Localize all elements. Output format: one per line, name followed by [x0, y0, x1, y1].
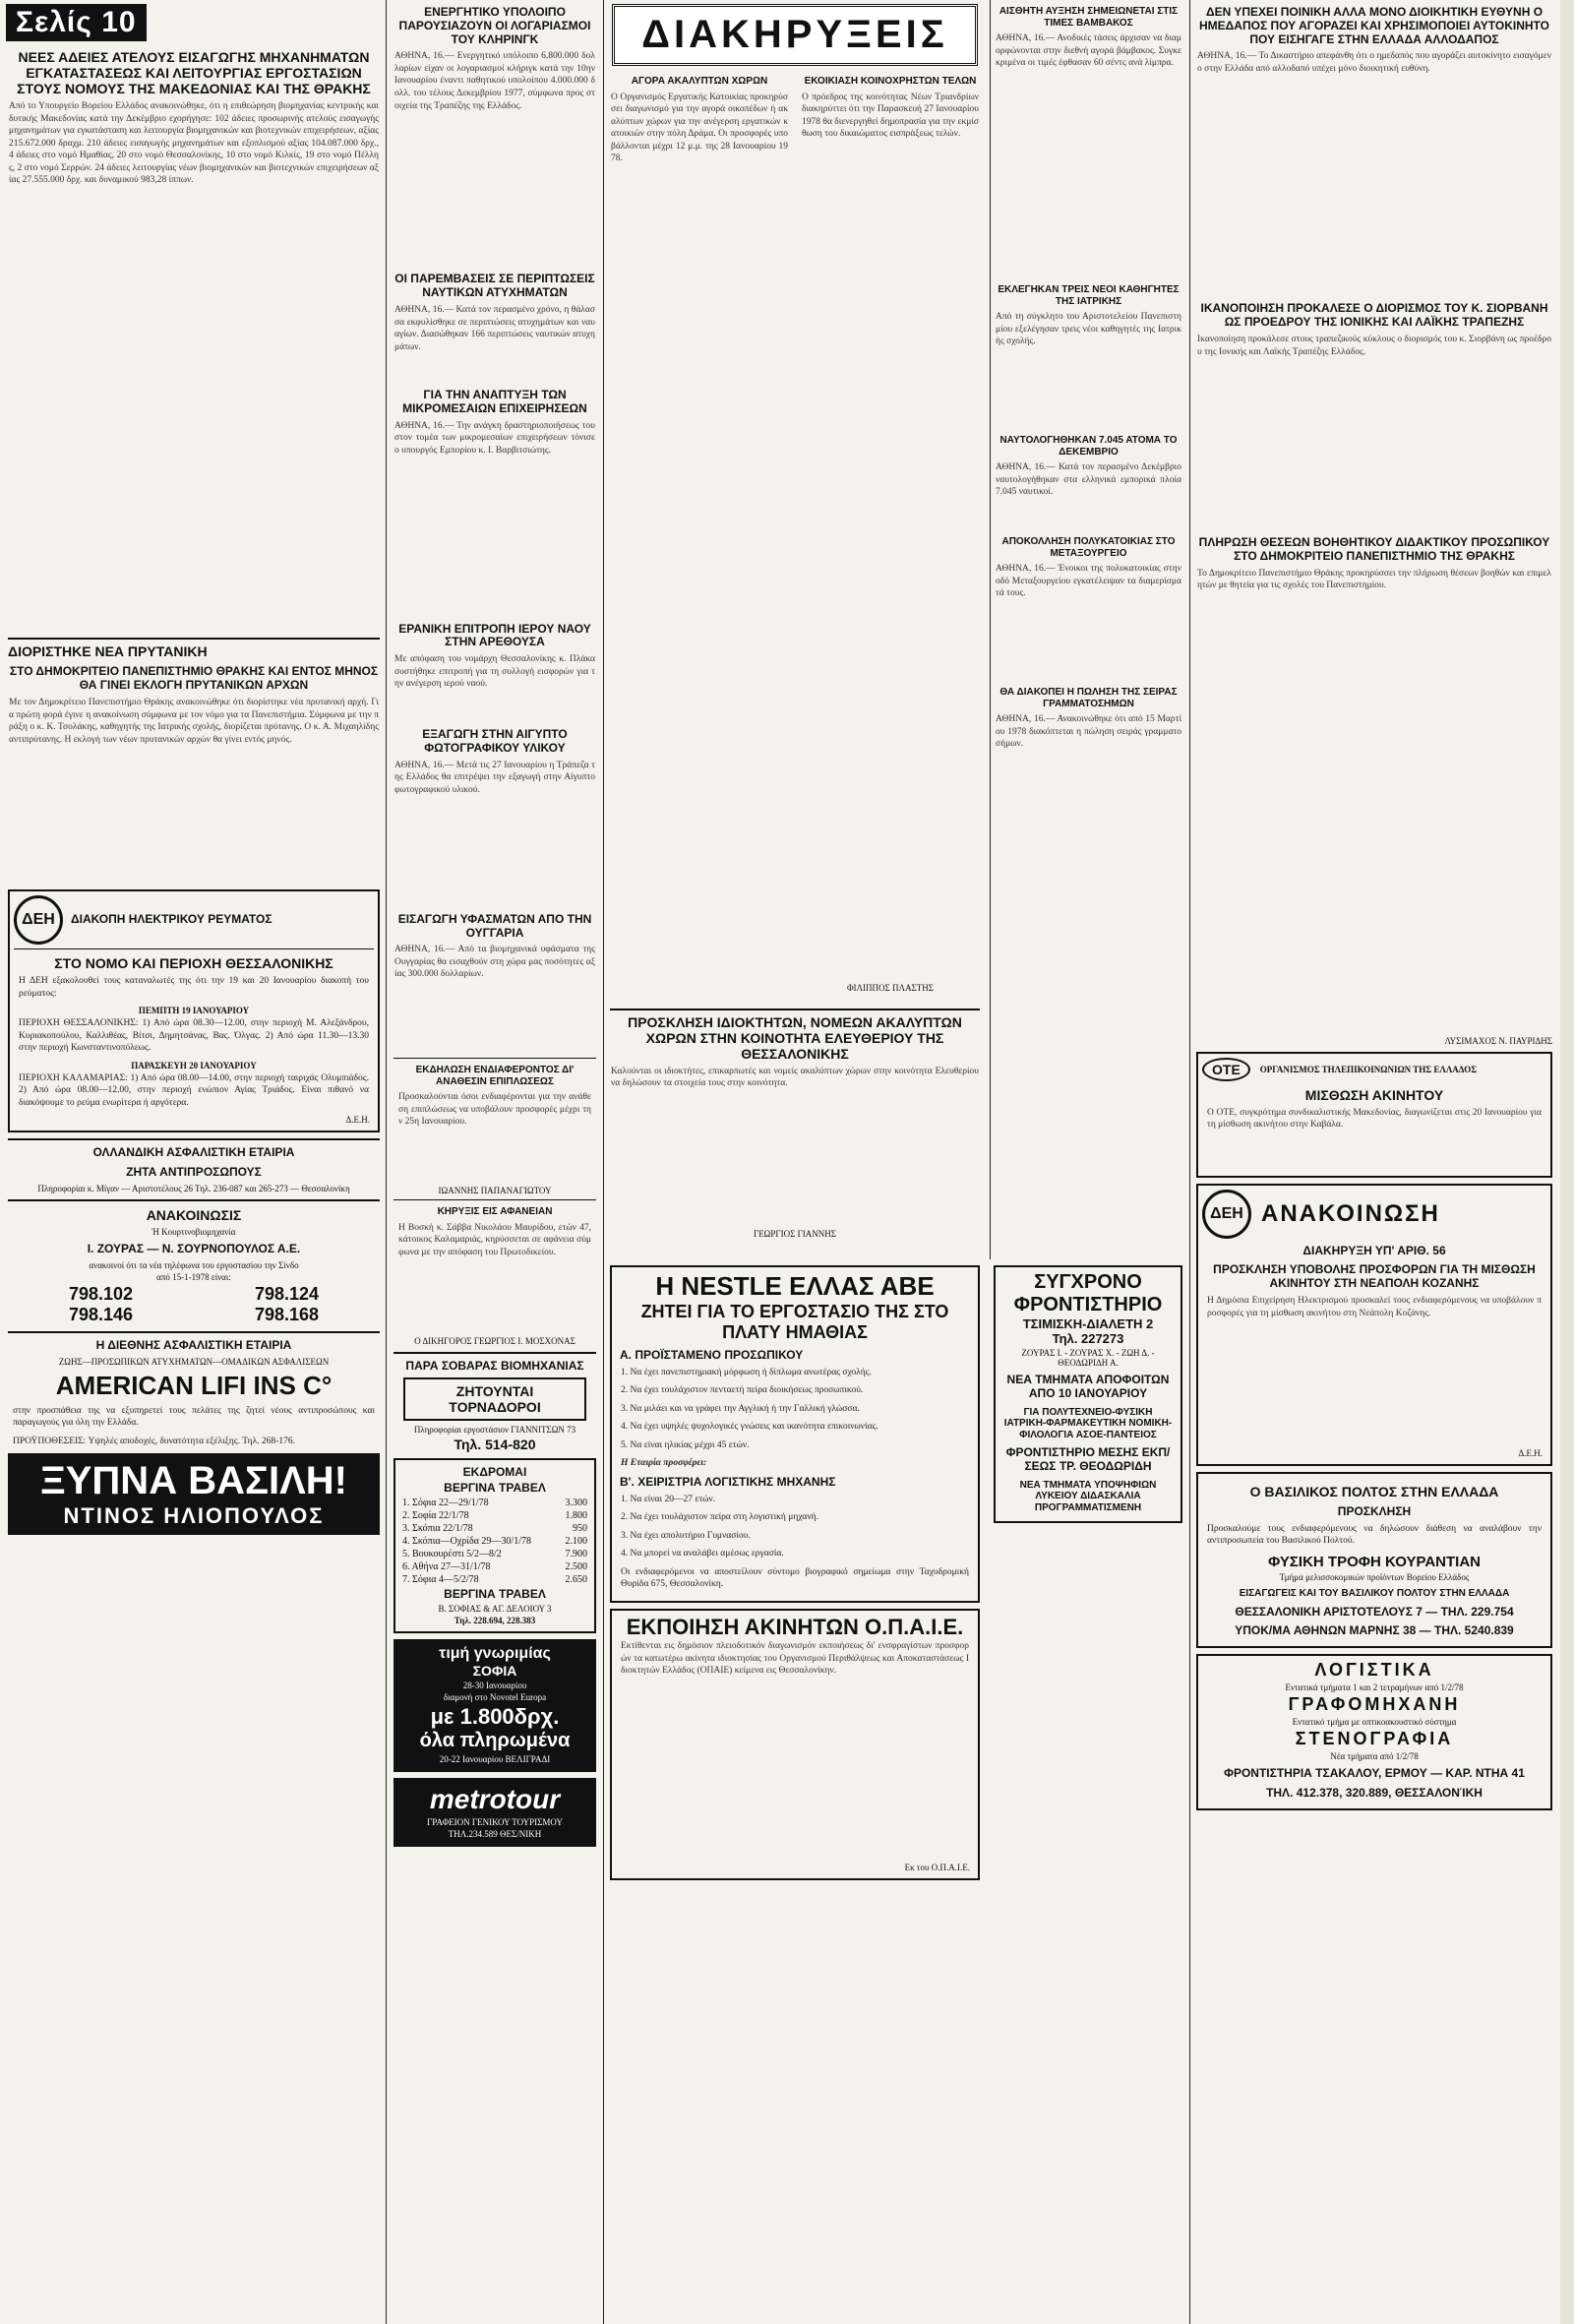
ad-all: όλα πληρωμένα — [419, 1730, 571, 1752]
ad-line: Ή Κουρτινοβιομηχανία — [151, 1227, 236, 1237]
ad-sub: ΠΡΟΣΚΛΗΣΗ — [1337, 1504, 1412, 1519]
article-title: ΕΡΑΝΙΚΗ ΕΠΙΤΡΟΠΗ ΙΕΡΟΥ ΝΑΟΥ ΣΤΗΝ ΑΡΕΘΟΥΣΑ — [398, 621, 591, 649]
ad-org: ΟΡΓΑΝΙΣΜΟΣ ΤΗΛΕΠΙΚΟΙΝΩΝΙΩΝ ΤΗΣ ΕΛΛΑΔΟΣ — [1259, 1064, 1478, 1074]
ad-line: ανακοινοί ότι τα νέα τηλέφωνα του εργοστασίου την Σίνδο — [89, 1259, 299, 1270]
ad-brand: Η NESTLE ΕΛΛΑΣ ΑΒΕ — [655, 1271, 935, 1301]
ad-address: Β. ΣΟΦΙΑΣ & ΑΓ. ΔΕΛΟΙΟΥ 3 — [438, 1604, 552, 1615]
trip-dest: 4. Σκόπια—Οχρίδα 29—30/1/78 — [402, 1536, 531, 1548]
ad-hotel: διαμονή στο Novotel Europa — [443, 1692, 547, 1703]
ad-phone: Τηλ. 227273 — [1052, 1331, 1124, 1346]
sub-col — [797, 70, 984, 1003]
ad-phone: Τηλ. 228.694, 228.383 — [454, 1616, 536, 1626]
article-body: ΑΘΗΝΑ, 16.— Κατά τον περασμένο χρόνο, η θάλασσα εκφυλίσθηκε σε περιπτώσεις ατυχημάτων και ναυαγίων. Διασώθηκαν 166 περιπτώσεις ναυτικών ατυχημάτων. — [394, 304, 595, 352]
section-banner: ΔΙΑΚΗΡΥΞΕΙΣ — [612, 4, 978, 66]
ad-names: ΖΟΥΡΑΣ Ι. - ΖΟΥΡΑΣ Χ. - ΖΩΗ Δ. - ΘΕΟΔΩΡΙΔΗ Α. — [1021, 1348, 1155, 1368]
ad-company: ΒΕΡΓΙΝΑ ΤΡΑΒΕΛ — [444, 1587, 546, 1602]
ad-school: ΦΡΟΝΤΙΣΤΗΡΙΟ ΜΕΣΗΣ ΕΚΠ/ΣΕΩΣ ΤΡ. ΘΕΟΔΩΡΙΔΗ — [1005, 1445, 1171, 1473]
notice-sign: Ο ΔΙΚΗΓΟΡΟΣ ΓΕΩΡΓΙΟΣ Ι. ΜΟΣΧΟΝΑΣ — [414, 1335, 575, 1346]
requirement: 1. Να είναι 20—27 ετών. — [621, 1494, 716, 1504]
table-row — [399, 1560, 590, 1573]
ote-logo: ΟΤΕ — [1202, 1058, 1250, 1081]
ad-phone: ΤΗΛ.234.589 ΘΕΣ/ΝΙΚΗ — [448, 1829, 542, 1840]
ad-contact: Πληροφορίαι κ. Μίγαν — Αριστοτέλους 26 Τηλ. 236-087 και 265-273 — Θεσσαλονίκη — [37, 1183, 350, 1193]
article-sign: ΛΥΣΙΜΑΧΟΣ Ν. ΠΑΥΡΙΔΗΣ — [1444, 1035, 1552, 1046]
article-title: ΕΚΛΕΓΗΚΑΝ ΤΡΕΙΣ ΝΕΟΙ ΚΑΘΗΓΗΤΕΣ ΤΗΣ ΙΑΤΡΙΚΗΣ — [998, 284, 1180, 307]
article-sign: ΦΙΛΙΠΠΟΣ ΠΛΑΣΤΗΣ — [846, 982, 935, 993]
ad-price: με 1.800δρχ. — [430, 1704, 560, 1730]
ad-athens: ΥΠΟΚ/ΜΑ ΑΘΗΝΩΝ ΜΑΡΝΗΣ 38 — ΤΗΛ. 5240.839 — [1235, 1623, 1514, 1638]
phone-number: 798.102 — [68, 1283, 134, 1304]
ad-dutch-insurance — [8, 1138, 380, 1193]
course-sub: Εντατικά τμήματα 1 και 2 τετραμήνων από 1/2/78 — [1285, 1682, 1464, 1693]
bottom-block — [606, 1259, 1186, 1886]
notice-title: ΚΗΡΥΞΙΣ ΕΙΣ ΑΦΑΝΕΙΑΝ — [437, 1206, 553, 1218]
ad-prereq: ΠΡΟΫΠΟΘΕΣΕΙΣ: Υψηλές αποδοχές, δυνατότητα εξέλιξης. Τηλ. 268-176. — [13, 1436, 296, 1446]
ad-company: Ι. ΖΟΥΡΑΣ — Ν. ΣΟΥΡΝΟΠΟΥΛΟΣ Α.Ε. — [87, 1242, 301, 1255]
article-sign: ΓΕΩΡΓΙΟΣ ΓΙΑΝΝΗΣ — [753, 1228, 837, 1239]
trip-dest: 3. Σκόπια 22/1/78 — [402, 1523, 473, 1535]
article-title: ΑΙΣΘΗΤΗ ΑΥΞΗΣΗ ΣΗΜΕΙΩΝΕΤΑΙ ΣΤΙΣ ΤΙΜΕΣ ΒΑΜΒΑΚΟΣ — [999, 6, 1179, 29]
position-title: Α. ΠΡΟΪΣΤΑΜΕΝΟ ΠΡΟΣΩΠΙΚΟΥ — [620, 1348, 804, 1362]
ad-body: Εκτίθενται εις δημόσιον πλειοδοτικόν διαγωνισμόν εκποιήσεως δι' ενσφραγίστων προσφορών τα κατωτέρω ακίνητα ιδιοκτησίας του Οργανισμού Περιθάλψεως και Αποκαταστάσεως Ιδιοκτητών Ελλάδος (ΟΠΑΙΕ) κείμενα εις Θεσσαλονίκην. — [621, 1640, 969, 1677]
table-row — [399, 1509, 590, 1522]
ad-phone: Τηλ. 514-820 — [454, 1436, 536, 1452]
ad-title: Ο ΒΑΣΙΛΙΚΟΣ ΠΟΛΤΟΣ ΣΤΗΝ ΕΛΛΑΔΑ — [1249, 1484, 1499, 1500]
right-sub — [990, 0, 1186, 1259]
article-body: ΑΘΗΝΑ, 16.— Ένοικοι της πολυκατοικίας στην οδό Μεταξουργείου εγκατέλειψαν τα διαμερίσματά τους. — [996, 564, 1184, 599]
ad-footer: ΦΡΟΝΤΙΣΤΗΡΙΑ ΤΣΑΚΑΛΟΥ, ΕΡΜΟΥ — ΚΑΡ. ΝΤΗΑ 41 — [1224, 1766, 1525, 1781]
ad-extra: 20-22 Ιανουαρίου ΒΕΛΙΓΡΑΔΙ — [439, 1754, 551, 1765]
trip-price: 2.100 — [565, 1536, 587, 1548]
trip-dest: 7. Σόφια 4—5/2/78 — [402, 1574, 479, 1586]
article-title: ΠΡΟΣΚΛΗΣΗ ΙΔΙΟΚΤΗΤΩΝ, ΝΟΜΕΩΝ ΑΚΑΛΥΠΤΩΝ ΧΩΡΩΝ ΣΤΗΝ ΚΟΙΝΟΤΗΤΑ ΕΛΕΥΘΕΡΙΟΥ ΤΗΣ ΘΕΣΣΑΛΟΝΙΚΗΣ — [610, 1009, 980, 1062]
ad-contact: ΕΙΣΑΓΩΓΕΙΣ ΚΑΙ ΤΟΥ ΒΑΣΙΛΙΚΟΥ ΠΟΛΤΟΥ ΣΤΗΝ ΕΛΛΑΔΑ — [1239, 1588, 1510, 1600]
article-body: ΑΘΗΝΑ, 16.— Ανακοινώθηκε ότι από 15 Μαρτίου 1978 διακόπτεται η πώληση σειράς γραμματοσήμων. — [996, 714, 1181, 750]
ad-contact: Πληροφορίαι εργοστάσιον ΓΙΑΝΝΙΤΣΩΝ 73 — [413, 1424, 576, 1435]
trip-price: 3.300 — [565, 1498, 587, 1509]
ad-address: ΤΣΙΜΙΣΚΗ-ΔΙΑΛΕΤΗ 2 — [1022, 1316, 1154, 1331]
column-1 — [4, 0, 384, 2324]
ad-sub: ΖΗΤΕΙ ΓΙΑ ΤΟ ΕΡΓΟΣΤΑΣΙΟ ΤΗΣ ΣΤΟ ΠΛΑΤΥ ΗΜΑΘΙΑΣ — [640, 1302, 949, 1342]
article-title: ΘΑ ΔΙΑΚΟΠΕΙ Η ΠΩΛΗΣΗ ΤΗΣ ΣΕΙΡΑΣ ΓΡΑΜΜΑΤΟΣΗΜΩΝ — [999, 687, 1178, 709]
article-title: ΠΛΗΡΩΣΗ ΘΕΣΕΩΝ ΒΟΗΘΗΤΙΚΟΥ ΔΙΔΑΚΤΙΚΟΥ ΠΡΟΣΩΠΙΚΟΥ ΣΤΟ ΔΗΜΟΚΡΙΤΕΙΟ ΠΑΝΕΠΙΣΤΗΜΙΟ ΤΗΣ ΘΡΑΚΗΣ — [1198, 534, 1550, 563]
requirement: 2. Να έχει τουλάχιστον πείρα στη λογιστική μηχανή. — [621, 1512, 818, 1523]
article-title: ΙΚΑΝΟΠΟΙΗΣΗ ΠΡΟΚΑΛΕΣΕ Ο ΔΙΟΡΙΣΜΟΣ ΤΟΥ Κ. ΣΙΟΡΒΑΝΗ ΩΣ ΠΡΟΕΔΡΟΥ ΤΗΣ ΙΟΝΙΚΗΣ ΚΑΙ ΛΑΪΚΗΣ ΤΡΑΠΕΖΗΣ — [1200, 301, 1548, 330]
column-rule — [1189, 0, 1190, 2324]
article-body: ΑΘΗΝΑ, 16.— Μετά τις 27 Ιανουαρίου η Τράπεζα της Ελλάδος θα επιτρέψει την εξαγωγή στην Αίγυπτο φωτογραφικού υλικού. — [394, 760, 598, 795]
notice-day-body: ΠΕΡΙΟΧΗ ΚΑΛΑΜΑΡΙΑΣ: 1) Από ώρα 08.00—14.00, στην περιοχή ταιριχάς Ολυμπιάδος. 2) Από ώρα 08.00—12.00, στην περιοχή ενώπιον Αγίας Τριάδος. Είναι πιθανό να διακόψουμε το ρεύμα ενωρίτερα ή αργότερα. — [19, 1072, 369, 1108]
ad-sub: ΠΡΟΣΚΛΗΣΗ ΥΠΟΒΟΛΗΣ ΠΡΟΣΦΟΡΩΝ ΓΙΑ ΤΗ ΜΙΣΘΩΣΗ ΑΚΙΝΗΤΟΥ ΣΤΗ ΝΕΑΠΟΛΗ ΚΟΖΑΝΗΣ — [1213, 1262, 1536, 1291]
notice-sign: ΙΩΑΝΝΗΣ ΠΑΠΑΝΑΓΙΩΤΟΥ — [438, 1186, 552, 1196]
article-body: Το Δημοκρίτειο Πανεπιστήμιο Θράκης προκηρύσσει την πλήρωση θέσεων βοηθών και επιμελητών με θητεία για τις σχολές του Πανεπιστημίου. — [1197, 568, 1551, 591]
trip-price: 7.900 — [565, 1549, 587, 1560]
ad-body: Ο ΟΤΕ, συγκρότημα συνδικαλιστικής Μακεδονίας, διαγωνίζεται στις 20 Ιανουαρίου για τη μίσθωση ακινήτου στην Καβάλα. — [1207, 1107, 1544, 1131]
article-title: ΕΝΕΡΓΗΤΙΚΟ ΥΠΟΛΟΙΠΟ ΠΑΡΟΥΣΙΑΖΟΥΝ ΟΙ ΛΟΓΑΡΙΑΣΜΟΙ ΤΟΥ ΚΛΗΡΙΝΓΚ — [398, 5, 591, 46]
article-body: Με απόφαση του νομάρχη Θεσσαλονίκης κ. Πλάκα συστήθηκε επιτροπή για τη συλλογή εισφορών για την ανέγερση ιερού ναού. — [394, 654, 598, 690]
book-author: ΝΤΙΝΟΣ ΗΛΙΟΠΟΥΛΟΣ — [63, 1503, 325, 1529]
column-3 — [606, 0, 1186, 2324]
ad-tornador — [394, 1352, 596, 1452]
ad-tutor — [994, 1265, 1182, 1523]
article-body: Από τη σύγκλητο του Αριστοτελείου Πανεπιστημίου εξελέγησαν τρεις νέοι καθηγητές της Ιατρικής σχολής. — [996, 312, 1181, 347]
notice-body: Προσκαλούνται όσοι ενδιαφέρονται για την ανάθεση επιπλώσεως να υποβάλουν προσφορές μέχρι την 25η Ιανουαρίου. — [398, 1092, 591, 1128]
course-title: ΓΡΑΦΟΜΗΧΑΝΗ — [1288, 1694, 1461, 1715]
ad-tsakalou — [1196, 1654, 1552, 1810]
table-row — [399, 1522, 590, 1535]
trip-price: 2.500 — [565, 1561, 587, 1573]
notice-day: ΠΕΜΠΤΗ 19 ΙΑΝΟΥΑΡΙΟΥ — [138, 1006, 250, 1016]
ad-title: ΜΙΣΘΩΣΗ ΑΚΙΝΗΤΟΥ — [1304, 1086, 1444, 1103]
ad-opaie — [610, 1609, 980, 1880]
top-block — [606, 0, 1186, 1259]
adjacent-page-edge — [1560, 0, 1574, 2324]
trip-dest: 1. Σόφια 22—29/1/78 — [402, 1498, 489, 1509]
ad-title: ΣΥΓΧΡΟΝΟ ΦΡΟΝΤΙΣΤΗΡΙΟ — [1013, 1271, 1163, 1315]
right-sub — [990, 1259, 1186, 1886]
article-body: ΑΘΗΝΑ, 16.— Από τα βιομηχανικά υφάσματα της Ουγγαρίας θα εισαχθούν στη χώρα μας ποσότητες αξίας 300.000 δολλαρίων. — [394, 945, 598, 980]
column-4 — [1192, 0, 1556, 2324]
ad-title: Η ΔΙΕΘΝΗΣ ΑΣΦΑΛΙΣΤΙΚΗ ΕΤΑΙΡΙΑ — [95, 1337, 292, 1352]
trip-dest: 6. Αθήνα 27—31/1/78 — [402, 1561, 491, 1573]
course-title: ΣΤΕΝΟΓΡΑΦΙΑ — [1295, 1729, 1454, 1749]
ad-title: ΑΝΑΚΟΙΝΩΣΙΣ — [146, 1206, 242, 1223]
article-body: ΑΘΗΝΑ, 16.— Ενεργητικό υπόλοιπο 6.800.000 δολλαρίων είχαν οι λογαριασμοί κλήριγκ κατά την 10ην Ιανουαρίου έναντι παθητικού υπολοίπου 4.000.000 δολλ. του τέλους Δεκεμβρίου 1977, σύμφωνα προς στοιχεία της Τραπέζης της Ελλάδος. — [394, 51, 598, 111]
article-body: ΑΘΗΝΑ, 16.— Κατά τον περασμένο Δεκέμβριο ναυτολογήθηκαν στα ελληνικά εμπορικά πλοία 7.045 ναυτικοί. — [996, 462, 1184, 498]
course-sub: Εντατικό τμήμα με οπτικοακουστικό σύστημα — [1292, 1717, 1457, 1728]
trip-dest: 5. Βουκουρέστι 5/2—8/2 — [402, 1549, 502, 1560]
ad-courses: ΓΙΑ ΠΟΛΥΤΕΧΝΕΙΟ-ΦΥΣΙΚΗ ΙΑΤΡΙΚΗ-ΦΑΡΜΑΚΕΥΤΙΚΗ ΝΟΜΙΚΗ-ΦΙΛΟΛΟΓΙΑ ΑΣΟΕ-ΠΑΝΤΕΙΟΣ — [1003, 1406, 1173, 1440]
article-title: ΕΚΟΙΚΙΑΣΗ ΚΟΙΝΟΧΡΗΣΤΩΝ ΤΕΛΩΝ — [804, 76, 977, 87]
ad-brand: AMERICAN LIFI INS C° — [55, 1370, 333, 1400]
ad-dept: Τμήμα μελισσοκομικών προϊόντων Βορείου Ελλάδος — [1279, 1572, 1470, 1583]
article-body: Ο πρόεδρος της κοινότητας Νέων Τριανδρίων διακηρύττει ότι την Παρασκευή 27 Ιανουαρίου 1978 θα διενεργηθεί δημοπρασία για την εκμίσθωση του δικαιώματος εισπράξεως τελών. — [802, 92, 982, 140]
article-title: ΑΠΟΚΟΛΛΗΣΗ ΠΟΛΥΚΑΤΟΙΚΙΑΣ ΣΤΟ ΜΕΤΑΞΟΥΡΓΕΙΟ — [1001, 536, 1176, 559]
notice-block — [394, 1058, 596, 1195]
ad-title: ΕΚΠΟΙΗΣΗ ΑΚΙΝΗΤΩΝ Ο.Π.Α.Ι.Ε. — [626, 1614, 964, 1639]
ad-sections: ΝΕΑ ΤΜΗΜΑΤΑ ΑΠΟΦΟΙΤΩΝ ΑΠΟ 10 ΙΑΝΟΥΑΡΙΟΥ — [1006, 1373, 1170, 1400]
ad-metrotour — [394, 1778, 596, 1847]
column-2 — [390, 0, 600, 2324]
ad-ote — [1196, 1052, 1552, 1178]
table-row — [399, 1573, 590, 1586]
ad-book — [8, 1453, 380, 1535]
ad-line: τιμή γνωριμίας — [439, 1645, 551, 1663]
position-title: Β'. ΧΕΙΡΙΣΤΡΙΑ ΛΟΓΙΣΤΙΚΗΣ ΜΗΧΑΝΗΣ — [620, 1474, 836, 1489]
ad-nestle — [610, 1265, 980, 1603]
ad-royal-jelly — [1196, 1472, 1552, 1648]
trip-dest: 2. Σοφία 22/1/78 — [402, 1510, 469, 1522]
ad-body: στην προσπάθεια της να εξυπηρετεί τους πελάτες της ζητεί νέους αντιπροσώπους και παραγωγούς για όλη την Ελλάδα. — [13, 1405, 375, 1429]
article-body: ΑΘΗΝΑ, 16.— Ανοδικές τάσεις άρχισαν να διαμορφώνονται στην διεθνή αγορά βάμβακος. Συγκεκριμένα οι τιμές έφθασαν 60 σέντς ανά λίμπρα. — [996, 33, 1181, 69]
article-body: Καλούνται οι ιδιοκτήτες, επικαρπωτές και νομείς ακαλύπτων χώρων στην κοινότητα Ελευθερίου να δηλώσουν τα στοιχεία τους στην κοινότητα. — [611, 1066, 982, 1089]
notice-sign: Δ.Ε.Η. — [345, 1115, 370, 1126]
section-banner: Σελίς 10 — [6, 4, 147, 41]
requirement: 2. Να έχει τουλάχιστον πενταετή πείρα διοικήσεως προσωπικού. — [621, 1385, 864, 1396]
ad-city: ΣΟΦΙΑ — [472, 1663, 517, 1680]
phone-number: 798.146 — [68, 1304, 134, 1324]
table-row — [399, 1497, 590, 1509]
article-title: ΟΙ ΠΑΡΕΜΒΑΣΕΙΣ ΣΕ ΠΕΡΙΠΤΩΣΕΙΣ ΝΑΥΤΙΚΩΝ ΑΤΥΧΗΜΑΤΩΝ — [394, 272, 595, 300]
ad-num: ΔΙΑΚΗΡΥΞΗ ΥΠ' ΑΡΙΘ. 56 — [1302, 1243, 1446, 1257]
ad-title: ΟΛΛΑΝΔΙΚΗ ΑΣΦΑΛΙΣΤΙΚΗ ΕΤΑΙΡΙΑ — [92, 1145, 295, 1160]
ad-line: ΠΑΡΑ ΣΟΒΑΡΑΣ ΒΙΟΜΗΧΑΝΙΑΣ — [405, 1358, 584, 1373]
article-title: ΓΙΑ ΤΗΝ ΑΝΑΠΤΥΞΗ ΤΩΝ ΜΙΚΡΟΜΕΣΑΙΩΝ ΕΠΙΧΕΙΡΗΣΕΩΝ — [402, 387, 587, 415]
ad-new: ΝΕΑ ΤΜΗΜΑΤΑ ΥΠΟΨΗΦΙΩΝ ΛΥΚΕΙΟΥ ΔΙΔΑΣΚΑΛΙΑ ΠΡΟΓΡΑΜΜΑΤΙΣΜΕΝΗ — [1019, 1479, 1157, 1513]
left-sub — [606, 0, 984, 1259]
article-title: ΕΞΑΓΩΓΗ ΣΤΗΝ ΑΙΓΥΠΤΟ ΦΩΤΟΓΡΑΦΙΚΟΥ ΥΛΙΚΟΥ — [422, 727, 568, 755]
requirement: 4. Να μπορεί να αναλάβει αμέσως εργασία. — [621, 1549, 784, 1560]
deh-logo: ΔΕΗ — [14, 895, 63, 945]
left-sub — [606, 1259, 984, 1886]
ad-from: από 15-1-1978 είναι: — [156, 1271, 231, 1282]
phone-numbers — [8, 1284, 380, 1305]
ad-city: ΘΕΣΣΑΛΟΝΙΚΗ ΑΡΙΣΤΟΤΕΛΟΥΣ 7 — ΤΗΛ. 229.754 — [1235, 1604, 1514, 1619]
ad-phone-change — [8, 1199, 380, 1325]
article-body: Από το Υπουργείο Βορείου Ελλάδος ανακοινώθηκε, ότι η επιθεώρηση βιομηχανίας κεντρικής και δυτικής Μακεδονίας κατά την Δεκέμβριο εχορήγησε: 102 άδειες προσωρινής ατελούς εισαγωγής μηχανημάτων για εγκατάσταση και λειτουργία βιομηχανικών και βιοτεχνικών επιχειρήσεων, αξίας 215.672.000 δραχμ. 210 άδειες εισαγωγής μηχανημάτων και εξοπλισμού αξίας 104.087.000 δρχ., 4 άδειες στο νομό Ημαθίας, 20 στο νομό Θεσσαλονίκης, 10 στο νομό Κιλκίς, 19 στο νομό Πέλλης, 2 στο νομό Σερρών. 24 άδειες λειτουργίας νέων βιομηχανικών και βιοτεχνικών επιχειρήσεων αξίας 27.555.000 δρχ. και δυναμικού 983,28 ίππων. — [9, 101, 382, 186]
requirement: 1. Να έχει πανεπιστημιακή μόρφωση ή δίπλωμα ανωτέρας σχολής. — [621, 1367, 872, 1377]
trip-table — [399, 1497, 590, 1586]
notice-block — [394, 1199, 596, 1346]
ad-title: ΑΝΑΚΟΙΝΩΣΗ — [1261, 1199, 1440, 1227]
ad-footer: Οι ενδιαφερόμενοι να αποστείλουν σύντομο βιογραφικό σημείωμα στην Ταχυδρομική Θυρίδα 675, Θεσσαλονίκη. — [621, 1566, 969, 1590]
trip-price: 2.650 — [565, 1574, 587, 1586]
ad-american-life — [8, 1331, 380, 1447]
article-title: ΑΓΟΡΑ ΑΚΑΛΥΠΤΩΝ ΧΩΡΩΝ — [631, 76, 768, 87]
article-headline-top: ΔΙΟΡΙΣΤΗΚΕ ΝΕΑ ΠΡΥΤΑΝΙΚΗ — [8, 638, 380, 659]
article-body: Ο Οργανισμός Εργατικής Κατοικίας προκηρύσσει διαγωνισμό για την αγορά οικοπέδων ή ακαλύπτων χώρων για την ανέγερση εργατικών κατοικιών στην πόλη Δράμα. Οι προσφορές υποβάλλονται μέχρι 12 μ.μ. της 28 Ιανουαρίου 1978. — [611, 92, 788, 164]
ad-boxed: ΖΗΤΟΥΝΤΑΙ ΤΟΡΝΑΔΟΡΟΙ — [403, 1377, 586, 1421]
ad-sofia — [394, 1639, 596, 1772]
ad-subtitle: ΖΗΤΑ ΑΝΤΙΠΡΟΣΩΠΟΥΣ — [126, 1165, 262, 1180]
offer: Η Εταιρία προσφέρει: — [621, 1458, 707, 1469]
ad-brand: ΦΥΣΙΚΗ ΤΡΟΦΗ ΚΟΥΡΑΝΤΙΑΝ — [1268, 1554, 1481, 1571]
notice-day-body: ΠΕΡΙΟΧΗ ΘΕΣΣΑΛΟΝΙΚΗΣ: 1) Από ώρα 08.30—12.00, στην περιοχή Μ. Αλεξάνδρου, Κυριακοπούλου, Καλλιθέας, Βίτσι, Δημητσάνας, Βας. Όλγας. 2) Από ώρα 11.30—13.30 στην περιοχή Κωνσταντινοπόλεως. — [19, 1018, 369, 1054]
requirement: 5. Να είναι ηλικίας μέχρι 45 ετών. — [621, 1439, 750, 1450]
book-title: ΞΥΠΝΑ ΒΑΣΙΛΗ! — [40, 1459, 347, 1503]
notice-day: ΠΑΡΑΣΚΕΥΗ 20 ΙΑΝΟΥΑΡΙΟΥ — [131, 1060, 257, 1070]
phone-numbers — [8, 1305, 380, 1325]
ad-sign: Δ.Ε.Η. — [1518, 1448, 1543, 1459]
ad-bergina — [394, 1458, 596, 1633]
trip-price: 1.800 — [565, 1510, 587, 1522]
trip-price: 950 — [573, 1523, 587, 1535]
requirement: 3. Να μιλάει και να γράφει την Αγγλική ή την Γαλλική γλώσσα. — [621, 1403, 860, 1414]
ad-body: Προσκαλούμε τους ενδιαφερόμενους να δηλώσουν διάθεση να αναλάβουν την αντιπροσωπεία του Βασιλικού Πολτού. — [1207, 1523, 1542, 1547]
table-row — [399, 1548, 590, 1560]
notice-body: Η Βοσκή κ. Σάββα Νικολάου Μαυρίδου, ετών 47, κάτοικος Καλαμαριάς, κηρύσσεται σε αφάνεια σύμφωνα με την απόφαση του Πρωτοδικείου. — [398, 1222, 594, 1257]
requirement: 4. Να έχει υψηλές ψυχολογικές γνώσεις και ικανότητα επικοινωνίας. — [621, 1422, 878, 1433]
ad-sub: ΒΕΡΓΙΝΑ ΤΡΑΒΕΛ — [444, 1480, 546, 1495]
ad-title: ΕΚΔΡΟΜΑΙ — [462, 1464, 527, 1479]
article-title: ΣΤΟ ΔΗΜΟΚΡΙΤΕΙΟ ΠΑΝΕΠΙΣΤΗΜΙΟ ΘΡΑΚΗΣ ΚΑΙ ΕΝΤΟΣ ΜΗΝΟΣ ΘΑ ΓΙΝΕΙ ΕΚΛΟΓΗ ΠΡΥΤΑΝΙΚΩΝ ΑΡΧΩΝ — [9, 664, 379, 693]
article-title: ΝΑΥΤΟΛΟΓΗΘΗΚΑΝ 7.045 ΑΤΟΜΑ ΤΟ ΔΕΚΕΜΒΡΙΟ — [999, 435, 1178, 458]
deh-notice — [8, 889, 380, 1132]
phone-number: 798.168 — [254, 1304, 320, 1324]
article-title: ΝΕΕΣ ΑΔΕΙΕΣ ΑΤΕΛΟΥΣ ΕΙΣΑΓΩΓΗΣ ΜΗΧΑΝΗΜΑΤΩΝ ΕΓΚΑΤΑΣΤΑΣΕΩΣ ΚΑΙ ΛΕΙΤΟΥΡΓΙΑΣ ΕΡΓΟΣΤΑΣΙΩΝ ΣΤΟΥΣ ΝΟΜΟΥΣ ΤΗΣ ΜΑΚΕΔΟΝΙΑΣ ΚΑΙ ΤΗΣ ΘΡΑΚΗΣ — [17, 49, 371, 97]
ad-body: Η Δημόσια Επιχείρηση Ηλεκτρισμού προσκαλεί τους ενδιαφερόμενους να υποβάλουν προσφορές για τη μίσθωση ακινήτου στη Νεάπολη Κοζάνης. — [1207, 1296, 1542, 1318]
article-title: ΕΙΣΑΓΩΓΗ ΥΦΑΣΜΑΤΩΝ ΑΠΟ ΤΗΝ ΟΥΓΓΑΡΙΑ — [397, 911, 592, 940]
deh-logo: ΔΕΗ — [1202, 1190, 1251, 1239]
ad-deh — [1196, 1184, 1552, 1466]
column-rule — [386, 0, 387, 2324]
notice-title: ΔΙΑΚΟΠΗ ΗΛΕΚΤΡΙΚΟΥ ΡΕΥΜΑΤΟΣ — [71, 912, 272, 927]
article-title: ΔΕΝ ΥΠΕΧΕΙ ΠΟΙΝΙΚΗ ΑΛΛΑ ΜΟΝΟ ΔΙΟΙΚΗΤΙΚΗ ΕΥΘΥΝΗ Ο ΗΜΕΔΑΠΟΣ ΠΟΥ ΑΓΟΡΑΖΕΙ ΚΑΙ ΧΡΗΣΙΜΟΠΟΙΕΙ ΑΥΤΟΚΙΝΗΤΟ ΠΟΥ ΕΙΣΗΓΑΓΕ ΣΤΗΝ ΕΛΛΑΔΑ ΑΛΛΟΔΑΠΟΣ — [1199, 5, 1549, 46]
phone-number: 798.124 — [254, 1283, 320, 1304]
notice-intro: Η ΔΕΗ εξακολουθεί τους καταναλωτές της ότι την 19 και 20 Ιανουαρίου διακοπή του ρεύματος: — [19, 976, 369, 999]
sub-col — [606, 70, 793, 1003]
ad-dates: 28-30 Ιανουαρίου — [462, 1681, 527, 1691]
table-row — [399, 1535, 590, 1548]
ad-phones: ΤΗΛ. 412.378, 320.889, ΘΕΣΣΑΛΟΝΊΚΗ — [1266, 1785, 1483, 1800]
ad-sub: ΖΩΗΣ—ΠΡΟΣΩΠΙΚΩΝ ΑΤΥΧΗΜΑΤΩΝ—ΟΜΑΔΙΚΩΝ ΑΣΦΑΛΙΣΕΩΝ — [58, 1356, 330, 1367]
article-body: ΑΘΗΝΑ, 16.— Το Δικαστήριο απεφάνθη ότι ο ημεδαπός που αγοράζει αυτοκίνητο εισαγόμενο στην Ελλάδα από αλλοδαπό υπέχει μόνο διοικητική ευθύνη. — [1197, 51, 1551, 74]
ad-brand: metrotour — [429, 1784, 561, 1815]
ad-sub: ΓΡΑΦΕΙΟΝ ΓΕΝΙΚΟΥ ΤΟΥΡΙΣΜΟΥ — [427, 1817, 563, 1828]
notice-title: ΕΚΔΗΛΩΣΗ ΕΝΔΙΑΦΕΡΟΝΤΟΣ ΔΙ' ΑΝΑΘΕΣΙΝ ΕΠΙΠΛΩΣΕΩΣ — [415, 1065, 575, 1087]
column-rule — [603, 0, 604, 2324]
article-body: Με τον Δημοκρίτειο Πανεπιστήμιο Θράκης ανακοινώθηκε ότι διορίστηκε νέα πρυτανική αρχή. Για πρώτη φορά έγινε η ανακοίνωση σύμφωνα με τον νόμο για τα Πανεπιστήμια. Σύμφωνα με την πράξη ο κ. Κ. Τσολάκης, καθηγητής της Ιατρικής σχολής, διορίζεται πρύτανης. Ο κ. Α. Μιχαηλίδης αντιπρύτανης. Η εκλογή των νέων πρυτανικών αρχών θα γίνει εντός μηνός. — [9, 697, 382, 745]
article-body: Ικανοποίηση προκάλεσε στους τραπεζικούς κύκλους ο διορισμός του κ. Σιορβάνη ως προέδρου της Ιονικής και Λαϊκής Τραπέζης Ελλάδος. — [1197, 334, 1551, 357]
requirement: 3. Να έχει απολυτήριο Γυμνασίου. — [621, 1530, 751, 1541]
course-title: ΛΟΓΙΣΤΙΚΑ — [1314, 1660, 1434, 1681]
article-body: ΑΘΗΝΑ, 16.— Την ανάγκη δραστηριοποιήσεως του στον τομέα των μικρομεσαίων επιχειρήσεων τόνισε ο υπουργός Εμπορίου κ. Ι. Βαρβιτσιώτης. — [394, 420, 598, 456]
course-sub: Νέα τμήματα από 1/2/78 — [1330, 1751, 1419, 1762]
ad-sign: Εκ του Ο.Π.Α.Ι.Ε. — [904, 1862, 970, 1872]
notice-subtitle: ΣΤΟ ΝΟΜΟ ΚΑΙ ΠΕΡΙΟΧΗ ΘΕΣΣΑΛΟΝΙΚΗΣ — [54, 954, 333, 971]
